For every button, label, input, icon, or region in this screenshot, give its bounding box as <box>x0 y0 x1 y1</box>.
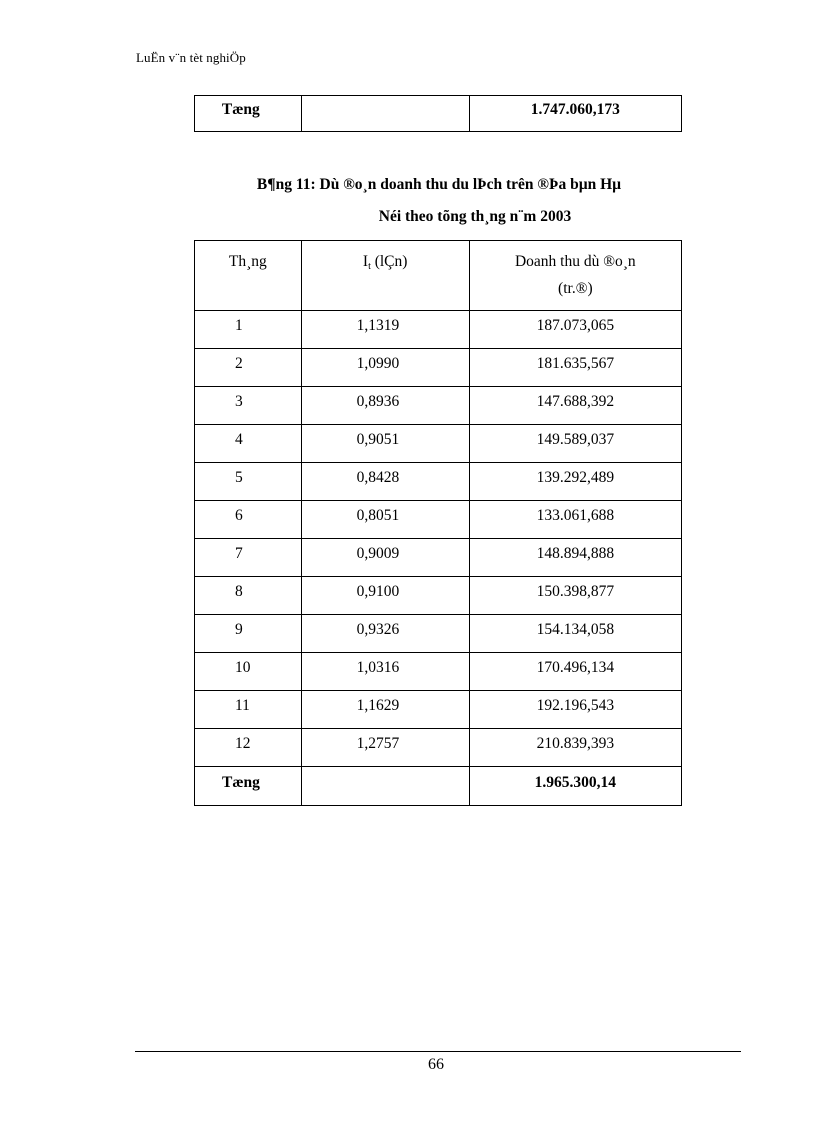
cell-revenue: 139.292,489 <box>469 463 681 501</box>
total-label: Tæng <box>195 96 302 132</box>
cell-index: 0,9326 <box>301 615 469 653</box>
cell-index: 0,8936 <box>301 387 469 425</box>
cell-index: 1,2757 <box>301 729 469 767</box>
cell-month: 12 <box>195 729 302 767</box>
table-row <box>195 96 682 132</box>
table-header-row <box>195 241 682 311</box>
previous-table-total <box>194 95 682 132</box>
table-row <box>195 577 682 615</box>
index-unit: (lÇn) <box>370 253 408 270</box>
total-value: 1.965.300,14 <box>469 767 681 806</box>
cell-revenue: 210.839,393 <box>469 729 681 767</box>
table-row <box>195 425 682 463</box>
page-number: 66 <box>428 1056 444 1073</box>
header-index <box>301 241 469 311</box>
table-total-row <box>195 767 682 806</box>
cell-index: 1,1319 <box>301 311 469 349</box>
header-revenue <box>469 241 681 311</box>
total-label: Tæng <box>195 767 302 806</box>
cell-revenue: 133.061,688 <box>469 501 681 539</box>
cell-revenue: 149.589,037 <box>469 425 681 463</box>
header-month: Th¸ng <box>195 241 302 311</box>
table-caption-line1: B¶ng 11: Dù ®o¸n doanh thu du lÞch trên ®Þa bµn Hµ <box>256 176 622 193</box>
table-row <box>195 311 682 349</box>
table-row <box>195 349 682 387</box>
table-row <box>195 387 682 425</box>
cell-month: 11 <box>195 691 302 729</box>
cell-index: 0,8051 <box>301 501 469 539</box>
cell-revenue: 170.496,134 <box>469 653 681 691</box>
cell-index: 1,0316 <box>301 653 469 691</box>
cell-index: 1,0990 <box>301 349 469 387</box>
cell-index: 0,9009 <box>301 539 469 577</box>
cell-month: 8 <box>195 577 302 615</box>
table-row <box>195 463 682 501</box>
empty-cell <box>301 96 469 132</box>
cell-revenue: 187.073,065 <box>469 311 681 349</box>
cell-revenue: 192.196,543 <box>469 691 681 729</box>
table-row <box>195 501 682 539</box>
cell-index: 1,1629 <box>301 691 469 729</box>
table-row <box>195 691 682 729</box>
cell-index: 0,9051 <box>301 425 469 463</box>
cell-month: 4 <box>195 425 302 463</box>
table-row <box>195 539 682 577</box>
table-row <box>195 729 682 767</box>
cell-revenue: 148.894,888 <box>469 539 681 577</box>
running-header: LuËn v¨n tèt nghiÖp <box>136 50 246 65</box>
table-caption-line2: Néi theo tõng th¸ng n¨m 2003 <box>378 208 572 225</box>
index-subscript: t <box>368 261 371 272</box>
cell-index: 0,9100 <box>301 577 469 615</box>
cell-revenue: 150.398,877 <box>469 577 681 615</box>
empty-cell <box>301 767 469 806</box>
cell-revenue: 154.134,058 <box>469 615 681 653</box>
table-body <box>195 311 682 767</box>
table-row <box>195 615 682 653</box>
cell-month: 6 <box>195 501 302 539</box>
revenue-header-line1: Doanh thu dù ®o¸n <box>514 253 636 270</box>
cell-revenue: 181.635,567 <box>469 349 681 387</box>
cell-month: 1 <box>195 311 302 349</box>
cell-month: 9 <box>195 615 302 653</box>
cell-index: 0,8428 <box>301 463 469 501</box>
revenue-header-line2: (tr.®) <box>558 280 593 297</box>
index-symbol: I <box>362 253 369 270</box>
cell-revenue: 147.688,392 <box>469 387 681 425</box>
table-row <box>195 653 682 691</box>
cell-month: 7 <box>195 539 302 577</box>
footer-divider <box>135 1051 741 1052</box>
cell-month: 2 <box>195 349 302 387</box>
total-value: 1.747.060,173 <box>469 96 681 132</box>
cell-month: 5 <box>195 463 302 501</box>
cell-month: 3 <box>195 387 302 425</box>
forecast-table <box>194 240 682 806</box>
cell-month: 10 <box>195 653 302 691</box>
